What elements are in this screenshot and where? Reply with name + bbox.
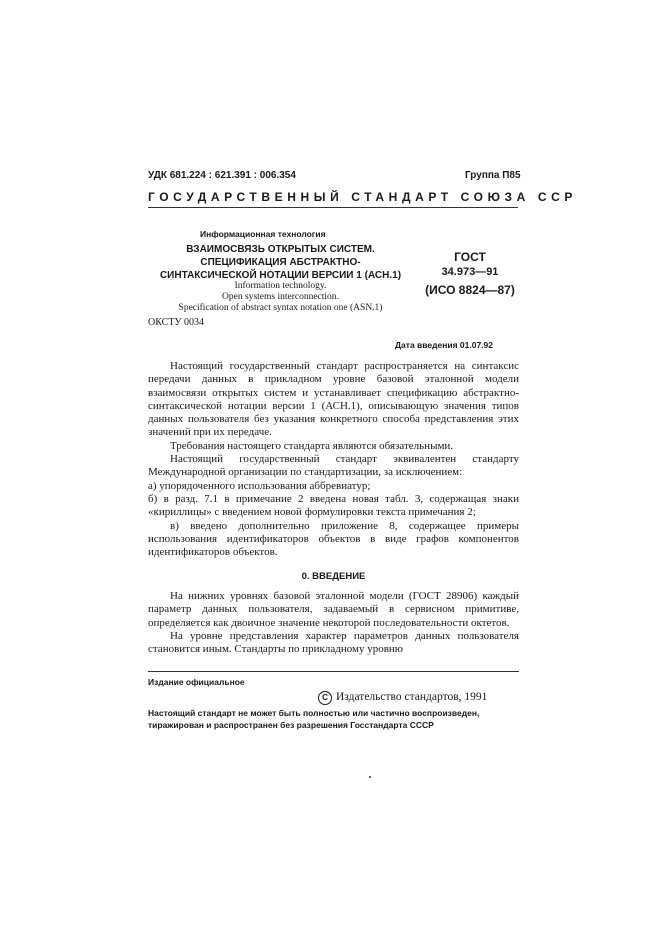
official-edition-label: Издание официальное [148, 677, 245, 687]
footer-divider [148, 671, 519, 672]
copyright-line [318, 691, 487, 705]
english-title-line: Specification of abstract syntax notation one (ASN.1) [178, 303, 383, 313]
title-line: ВЗАИМОСВЯЗЬ ОТКРЫТЫХ СИСТЕМ. [186, 244, 375, 255]
notice-line: тиражирован и распространен без разрешения Госстандарта СССР [148, 720, 434, 730]
section-heading: 0. ВВЕДЕНИЕ [301, 571, 366, 582]
gost-designation [415, 250, 525, 298]
gost-number: 34.973—91 [441, 266, 499, 278]
title-line: СИНТАКСИЧЕСКОЙ НОТАЦИИ ВЕРСИИ 1 (АСН.1) [159, 270, 402, 281]
paragraph: Настоящий государственный стандарт эквивалентен стандарту Международной организации по стандартизации, за исключением: [148, 453, 519, 479]
notice-line: Настоящий стандарт не может быть полностью или частично воспроизведен, [148, 708, 480, 718]
okstu-code: ОКСТУ 0034 [148, 317, 205, 328]
list-item: в) введено дополнительно приложение 8, содержащее примеры использования идентификаторов объектов в виде графов компонентов идентификаторов объектов. [148, 519, 519, 559]
group-code: Группа П85 [465, 170, 521, 181]
state-standard-heading: ГОСУДАРСТВЕННЫЙ СТАНДАРТ СОЮЗА ССР [148, 190, 577, 204]
english-title-line: Information technology. [234, 281, 327, 291]
paragraph: Требования настоящего стандарта являются обязательными. [170, 439, 454, 452]
paragraph: На нижних уровнях базовой эталонной модели (ГОСТ 28906) каждый параметр данных пользователя, задаваемый в сервисном примитиве, определяется как двоичное значение некоторой последовательности октетов. [148, 590, 519, 629]
list-item: б) в разд. 7.1 в примечание 2 введена новая табл. 3, содержащая знаки «кириллицы» с введением новой формулировки текста примечания 2; [148, 492, 519, 519]
scope-text [148, 360, 519, 559]
english-title [148, 281, 413, 314]
copyright-icon: C [318, 691, 332, 705]
title-line: СПЕЦИФИКАЦИЯ АБСТРАКТНО- [200, 257, 361, 268]
english-title-line: Open systems interconnection. [222, 292, 339, 302]
document-title [148, 243, 413, 282]
introduction-date: Дата введения 01.07.92 [395, 340, 493, 350]
udc-code: УДК 681.224 : 621.391 : 006.354 [148, 170, 296, 181]
paragraph: На уровне представления характер параметров данных пользователя становится иным. Стандарты по прикладному уровню [148, 629, 519, 656]
subject-line: Информационная технология [200, 229, 326, 239]
introduction-text [148, 590, 519, 656]
scan-speck [369, 776, 371, 778]
iso-number: (ИСО 8824—87) [425, 283, 515, 297]
copyright-text: Издательство стандартов, 1991 [336, 691, 488, 703]
header-divider [148, 207, 518, 208]
paragraph: Настоящий государственный стандарт распространяется на синтаксис передачи данных в прикладном уровне базовой эталонной модели взаимосвязи открытых систем и устанавливает спецификацию абстрактно-синтаксической нотации версии 1 (АСН.1), описывающую значения типов данных пользователя без указания конкретного способа представления этих значений при их передаче. [148, 360, 519, 439]
reproduction-notice [148, 707, 528, 731]
list-item: а) упорядоченного использования аббревиатур; [148, 479, 371, 492]
gost-label: ГОСТ [454, 250, 486, 264]
